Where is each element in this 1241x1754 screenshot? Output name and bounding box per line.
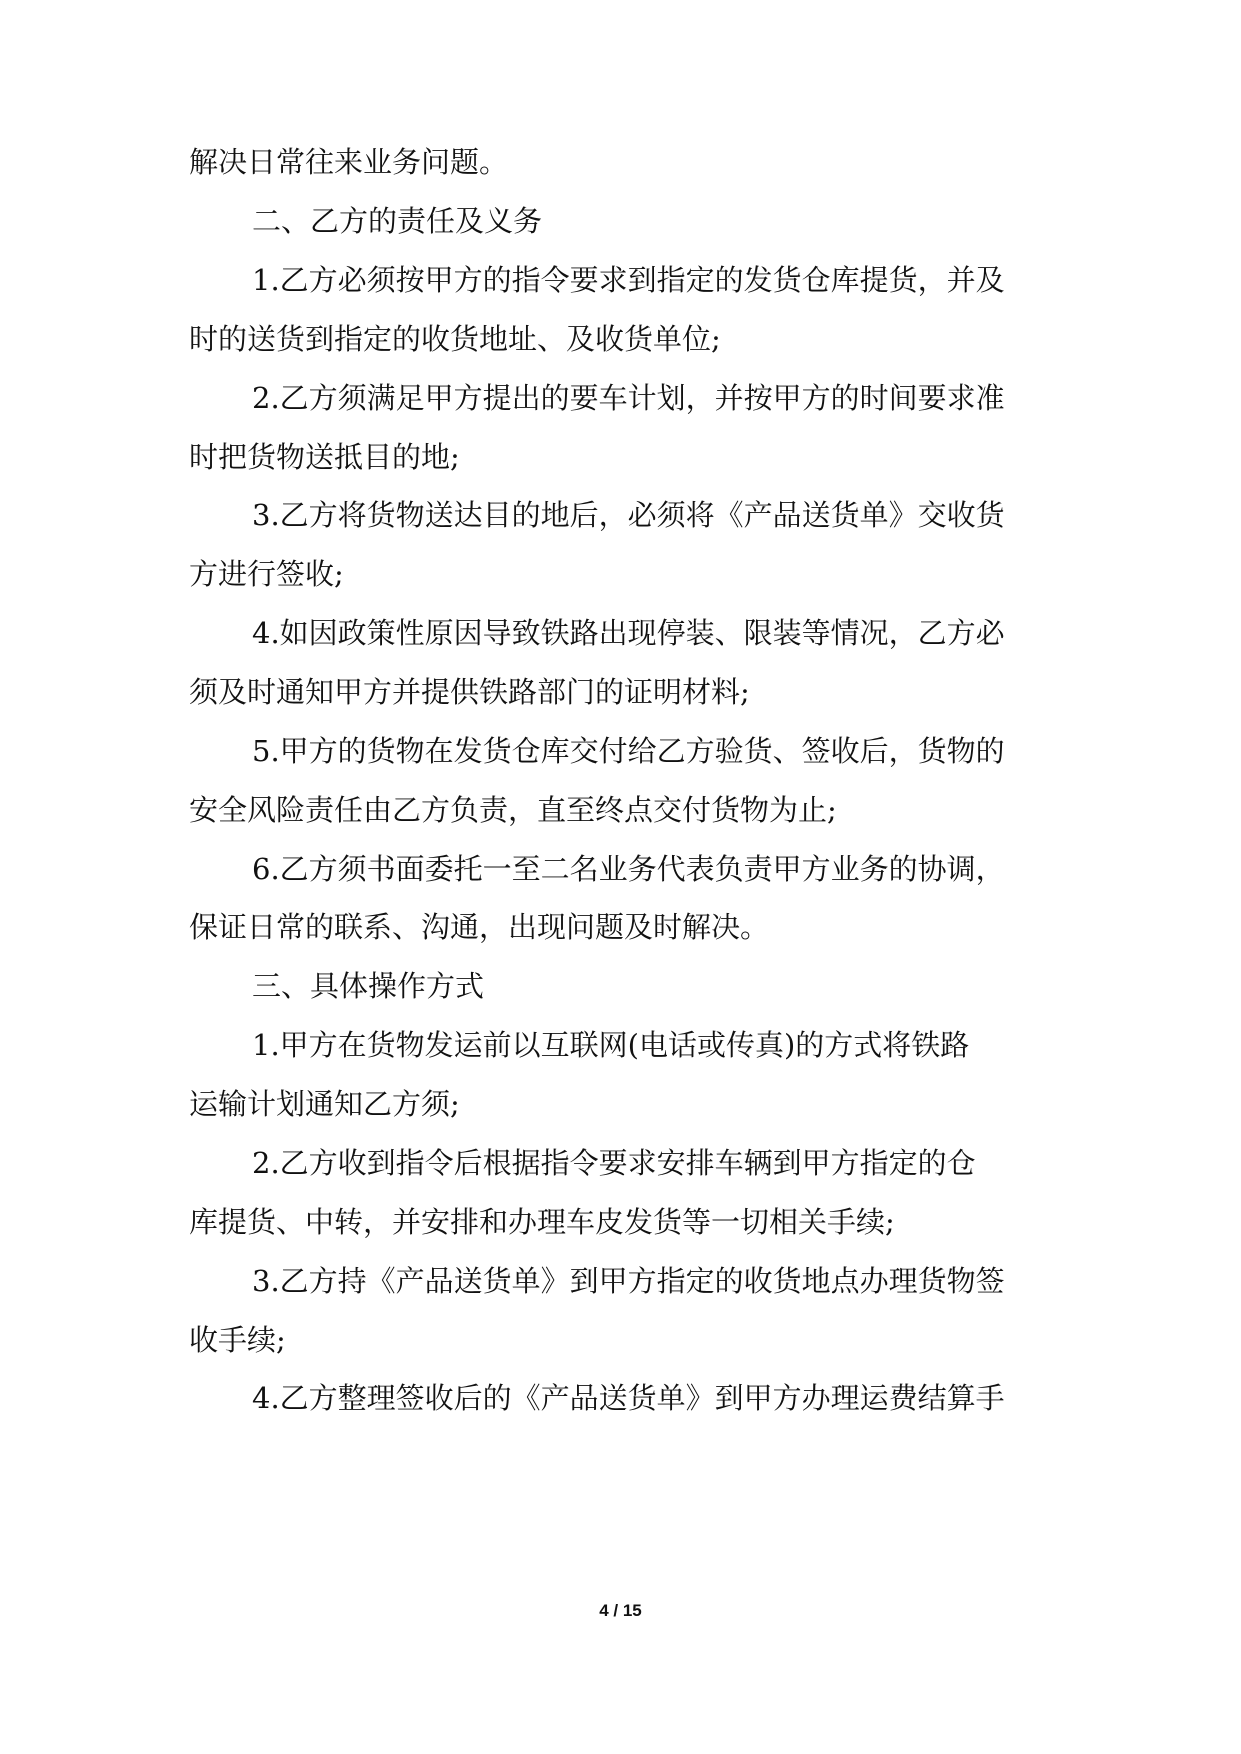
text-line: 安全风险责任由乙方负责，直至终点交付货物为止;	[189, 793, 837, 827]
text-line: 解决日常往来业务问题。	[189, 145, 509, 179]
text-line: 须及时通知甲方并提供铁路部门的证明材料;	[189, 675, 750, 709]
section-heading: 三、具体操作方式	[252, 969, 485, 1003]
page-number: 4 / 15	[599, 1601, 642, 1620]
text-line: 1.甲方在货物发运前以互联网(电话或传真)的方式将铁路	[252, 1028, 970, 1062]
text-line: 时把货物送抵目的地;	[189, 440, 460, 474]
text-line: 4.乙方整理签收后的《产品送货单》到甲方办理运费结算手	[252, 1381, 1005, 1415]
text-line: 方进行签收;	[189, 557, 344, 591]
text-line: 2.乙方须满足甲方提出的要车计划，并按甲方的时间要求准	[252, 381, 1005, 415]
text-line: 运输计划通知乙方须;	[189, 1087, 460, 1121]
section-heading: 二、乙方的责任及义务	[252, 204, 543, 238]
text-line: 3.乙方将货物送达目的地后，必须将《产品送货单》交收货	[252, 498, 1005, 532]
text-line: 3.乙方持《产品送货单》到甲方指定的收货地点办理货物签	[252, 1264, 1005, 1298]
text-line: 1.乙方必须按甲方的指令要求到指定的发货仓库提货，并及	[252, 263, 1005, 297]
text-line: 4.如因政策性原因导致铁路出现停装、限装等情况，乙方必	[252, 616, 1005, 650]
text-line: 保证日常的联系、沟通，出现问题及时解决。	[189, 910, 770, 944]
text-line: 时的送货到指定的收货地址、及收货单位;	[189, 322, 721, 356]
text-line: 收手续;	[189, 1323, 286, 1357]
text-line: 库提货、中转，并安排和办理车皮发货等一切相关手续;	[189, 1205, 895, 1239]
text-line: 6.乙方须书面委托一至二名业务代表负责甲方业务的协调，	[252, 852, 1005, 886]
text-line: 2.乙方收到指令后根据指令要求安排车辆到甲方指定的仓	[252, 1146, 976, 1180]
text-line: 5.甲方的货物在发货仓库交付给乙方验货、签收后，货物的	[252, 734, 1005, 768]
